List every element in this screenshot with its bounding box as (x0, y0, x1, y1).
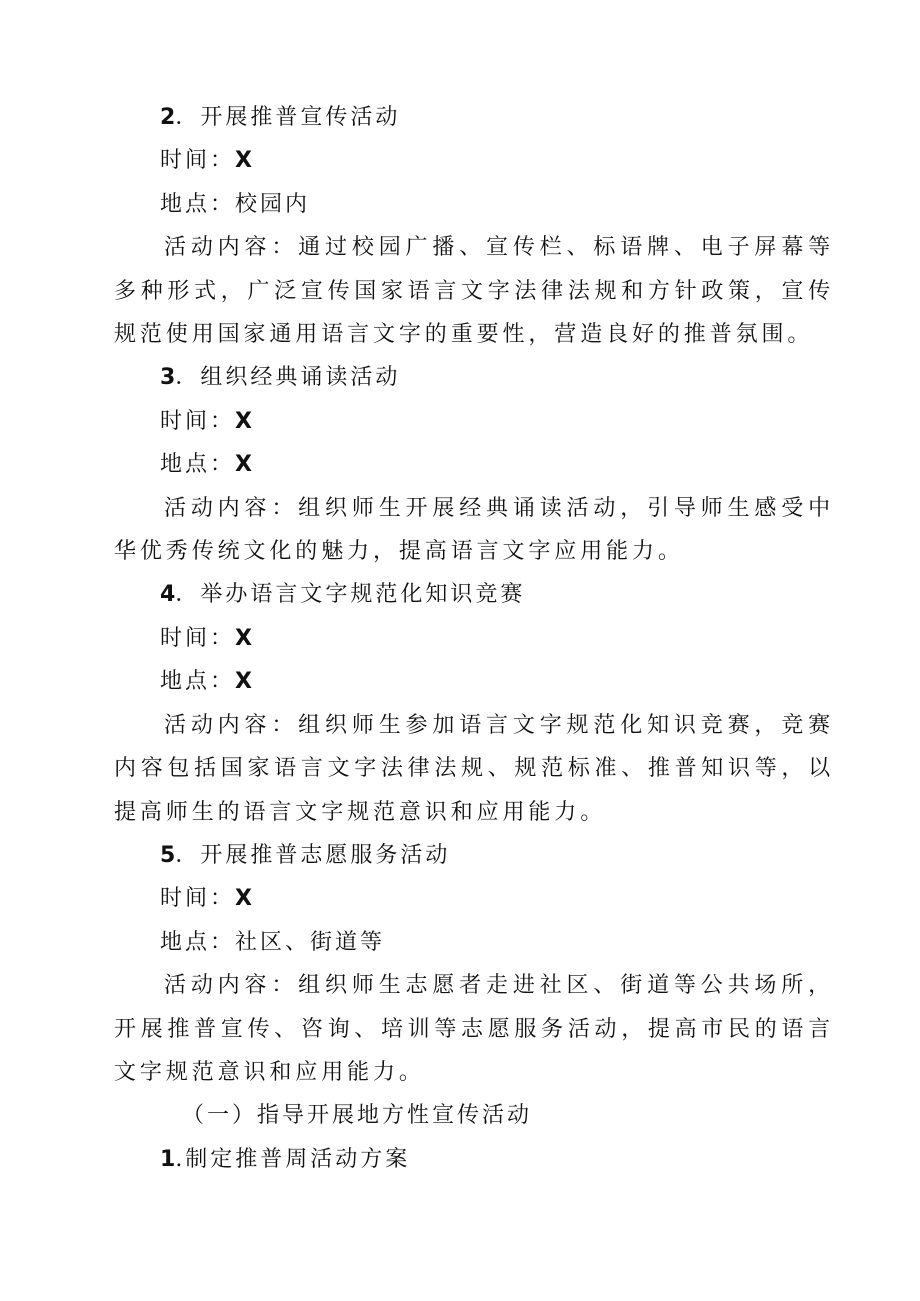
section-number: 2 (160, 105, 176, 130)
section-heading (114, 96, 834, 139)
place-label: 地点： (160, 929, 236, 955)
section-title: .制定推普周活动方案 (175, 1146, 411, 1172)
section-number: 3 (160, 365, 176, 391)
place-line (114, 921, 834, 964)
time-label: 时间： (160, 148, 236, 174)
section-heading (114, 834, 834, 877)
section-number: 4 (160, 582, 176, 608)
section-title: ．开展推普志愿服务活动 (175, 842, 451, 868)
document-body (114, 96, 834, 1181)
section-title: ．开展推普宣传活动 (175, 105, 401, 130)
time-line (114, 617, 834, 660)
section-heading (114, 356, 834, 399)
place-line (114, 660, 834, 703)
section-title: ．组织经典诵读活动 (175, 365, 401, 391)
time-label: 时间： (160, 625, 236, 651)
activity-content: 活动内容：组织师生开展经典诵读活动，引导师生感受中华优秀传统文化的魅力，提高语言文字应用能力。 (114, 495, 834, 565)
section-number: 1 (160, 1146, 176, 1172)
section-heading (114, 1138, 834, 1181)
time-line (114, 400, 834, 443)
time-value: X (235, 148, 252, 174)
activity-content: 活动内容：组织师生参加语言文字规范化知识竞赛，竞赛内容包括国家语言文字法律法规、规范标准、推普知识等，以提高师生的语言文字规范意识和应用能力。 (114, 712, 834, 825)
time-line (114, 877, 834, 920)
time-label: 时间： (160, 886, 236, 912)
place-value: 社区、街道等 (235, 929, 386, 955)
time-label: 时间： (160, 408, 236, 434)
place-line (114, 183, 834, 226)
place-label: 地点： (160, 669, 236, 695)
section-heading (114, 573, 834, 616)
time-value: X (235, 886, 252, 912)
place-value: X (235, 452, 252, 478)
section-title: ．举办语言文字规范化知识竞赛 (175, 582, 526, 608)
place-value: 校园内 (235, 191, 311, 217)
activity-content: 活动内容：通过校园广播、宣传栏、标语牌、电子屏幕等多种形式，广泛宣传国家语言文字法律法规和方针政策，宣传规范使用国家通用语言文字的重要性，营造良好的推普氛围。 (114, 235, 834, 348)
time-line (114, 139, 834, 182)
activity-content: 活动内容：组织师生志愿者走进社区、街道等公共场所，开展推普宣传、咨询、培训等志愿服务活动，提高市民的语言文字规范意识和应用能力。 (114, 973, 834, 1085)
place-value: X (235, 669, 252, 695)
place-label: 地点： (160, 191, 236, 217)
time-value: X (235, 408, 252, 434)
section-number: 5 (160, 842, 176, 868)
time-value: X (235, 625, 252, 651)
subheading: （一）指导开展地方性宣传活动 (182, 1103, 533, 1129)
place-line (114, 443, 834, 486)
place-label: 地点： (160, 452, 236, 478)
